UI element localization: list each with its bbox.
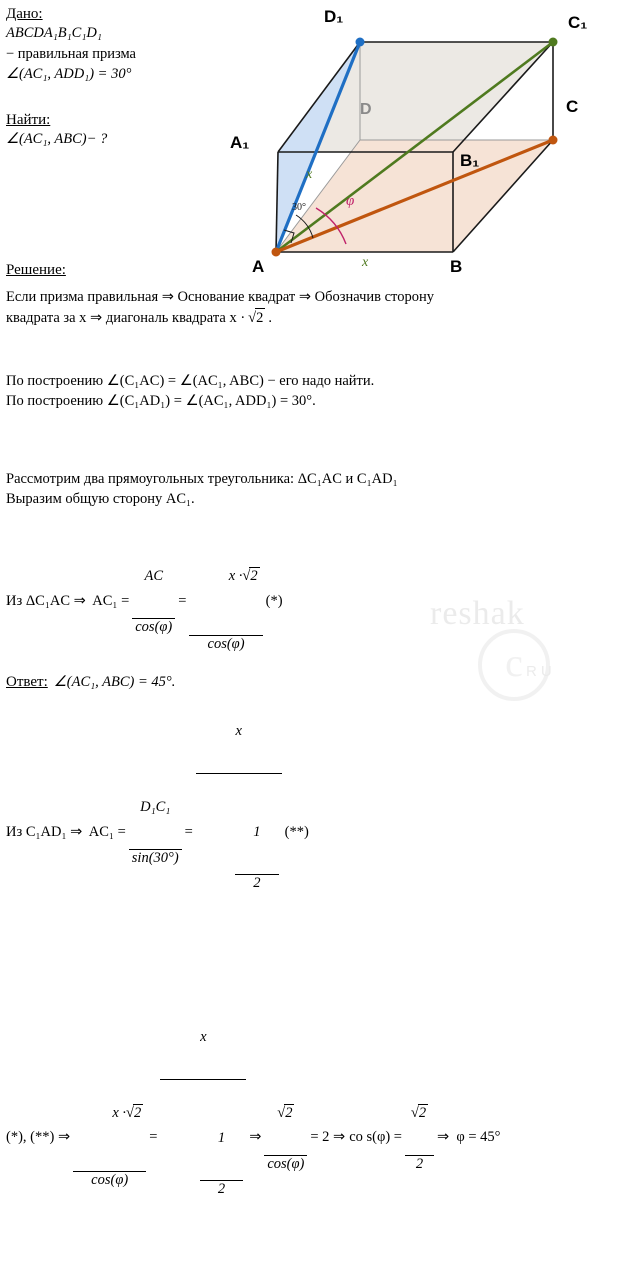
eq1-fraction-1	[132, 534, 175, 668]
eq2-fraction-1	[129, 765, 182, 899]
equation-1	[6, 517, 620, 686]
vertex-C-dot	[549, 136, 558, 145]
given-heading: Дано:	[6, 6, 43, 22]
eq3-fraction-2	[160, 995, 246, 1280]
eq3-den-3: cos(φ)	[264, 1155, 307, 1173]
eq3-den-2	[160, 1079, 246, 1248]
eq2-den-1: sin(30°)	[129, 849, 182, 867]
solution-p3-line1: Рассмотрим два прямоугольных треугольника: ΔC₁AC и C₁AD₁	[6, 471, 398, 487]
eq3-equals-2: = 2 ⇒	[310, 1129, 346, 1146]
eq1-den-1: cos(φ)	[132, 618, 175, 636]
eq1-num-2a: x ·	[228, 568, 243, 585]
vertex-D1-dot	[356, 38, 365, 47]
solution-p1-line1: Если призма правильная ⇒ Основание квадрат ⇒ Обозначив сторону	[6, 289, 434, 305]
label-D: D	[360, 101, 372, 118]
eq1-prefix: Из ΔC₁AC ⇒ AC₁ =	[6, 592, 130, 609]
find-line-1: ∠(AC₁, ABC)− ?	[6, 131, 108, 148]
eq1-fraction-2	[189, 517, 262, 686]
find-heading: Найти:	[6, 112, 51, 128]
given-line-1: ABCDA₁B₁C₁D₁	[6, 25, 102, 42]
eq1-den-2: cos(φ)	[189, 635, 262, 653]
given-line-3: ∠(AC₁, ADD₁) = 30°	[6, 66, 132, 83]
label-A: A	[252, 257, 265, 276]
equation-3	[6, 995, 620, 1280]
vertex-C1-dot	[549, 38, 558, 47]
eq2-equals: =	[184, 823, 193, 840]
eq3-num-3: √2	[277, 1104, 293, 1121]
eq1-num-2: x ·√2	[228, 568, 258, 585]
solution-p1-sqrt2: 2	[255, 308, 265, 329]
label-B: B	[450, 257, 463, 276]
equation-2	[6, 690, 620, 975]
answer-block	[6, 672, 175, 693]
eq2-den-2-den: 2	[235, 874, 279, 892]
solution-p2-line2: По построению ∠(C₁AD₁) = ∠(AC₁, ADD₁) = 30°.	[6, 392, 316, 409]
eq2-star: (**)	[284, 823, 309, 840]
solution-p1-line2a: квадрата за x ⇒ диагональ квадрата x ·	[6, 309, 246, 326]
eq3-fraction-1	[73, 1054, 146, 1223]
eq3-fraction-3	[264, 1070, 307, 1205]
eq3-num-1: x ·√2	[112, 1104, 142, 1121]
solution-paragraph-2	[6, 372, 620, 411]
label-C1: C₁	[568, 13, 588, 32]
label-edge-x-bottom: x	[362, 255, 369, 270]
eq3-arrow-2: ⇒ φ = 45°	[436, 1129, 501, 1146]
eq1-num-1: AC	[144, 567, 164, 584]
eq2-num-2: x	[235, 723, 242, 740]
label-edge-x-left: x	[306, 167, 313, 182]
eq1-star: (*)	[265, 592, 283, 609]
answer-text: ∠(AC₁, ABC) = 45°.	[53, 674, 176, 690]
answer-heading: Ответ:	[6, 674, 48, 690]
eq2-den-2	[196, 773, 282, 942]
label-D1: D₁	[324, 7, 344, 26]
solution-p3-line2: Выразим общую сторону AC₁.	[6, 490, 195, 507]
prism-svg	[228, 0, 626, 278]
eq3-num-2: x	[200, 1028, 207, 1045]
eq3-prefix: (*), (**) ⇒	[6, 1129, 71, 1146]
eq3-num-4: √2	[410, 1104, 427, 1121]
solution-heading: Решение:	[6, 262, 66, 278]
solution-paragraph-3	[6, 470, 620, 1285]
given-block	[6, 4, 256, 86]
eq3-equals-1: =	[149, 1129, 158, 1146]
label-C: C	[566, 97, 579, 116]
solution-p1-line2c: .	[268, 309, 272, 326]
eq2-den-2-num: 1	[253, 824, 261, 841]
watermark-circle-mark: c	[478, 629, 550, 701]
eq1-equals: =	[178, 592, 187, 609]
eq3-cos: co s(φ) =	[349, 1129, 402, 1146]
label-angle-phi: φ	[346, 193, 355, 209]
eq2-prefix: Из C₁AD₁ ⇒ AC₁ =	[6, 823, 126, 840]
eq3-arrow-1: ⇒	[249, 1129, 262, 1146]
eq2-num-1: D₁C₁	[140, 798, 171, 815]
watermark-text: reshak	[430, 595, 525, 632]
vertex-A-dot	[272, 248, 281, 257]
solution-paragraph-1: Если призма правильная ⇒ Основание квадрат ⇒ Обозначив сторону квадрата за x ⇒ диагональ квадрата x · √2 .	[6, 288, 620, 328]
eq3-num-1b: 2	[134, 1104, 142, 1121]
given-line-2: − правильная призма	[6, 45, 136, 62]
eq3-den-4: 2	[405, 1155, 434, 1173]
eq3-fraction-4	[405, 1070, 434, 1205]
solution-p2-line1: По построению ∠(C₁AC) = ∠(AC₁, ABC) − его надо найти.	[6, 373, 375, 389]
prism-figure	[228, 0, 626, 278]
eq2-fraction-2	[196, 690, 282, 975]
label-B1: B₁	[460, 151, 480, 170]
eq1-num-2b: 2	[250, 568, 258, 585]
label-angle-30: 30°	[292, 202, 306, 213]
eq3-den-1: cos(φ)	[73, 1171, 146, 1189]
watermark-subtext: RU	[526, 663, 556, 680]
eq3-num-1a: x ·	[112, 1104, 127, 1121]
find-block	[6, 110, 256, 150]
label-A1: A₁	[230, 133, 250, 152]
eq3-den-2-num: 1	[217, 1129, 226, 1146]
eq3-den-2-den: 2	[200, 1180, 244, 1198]
